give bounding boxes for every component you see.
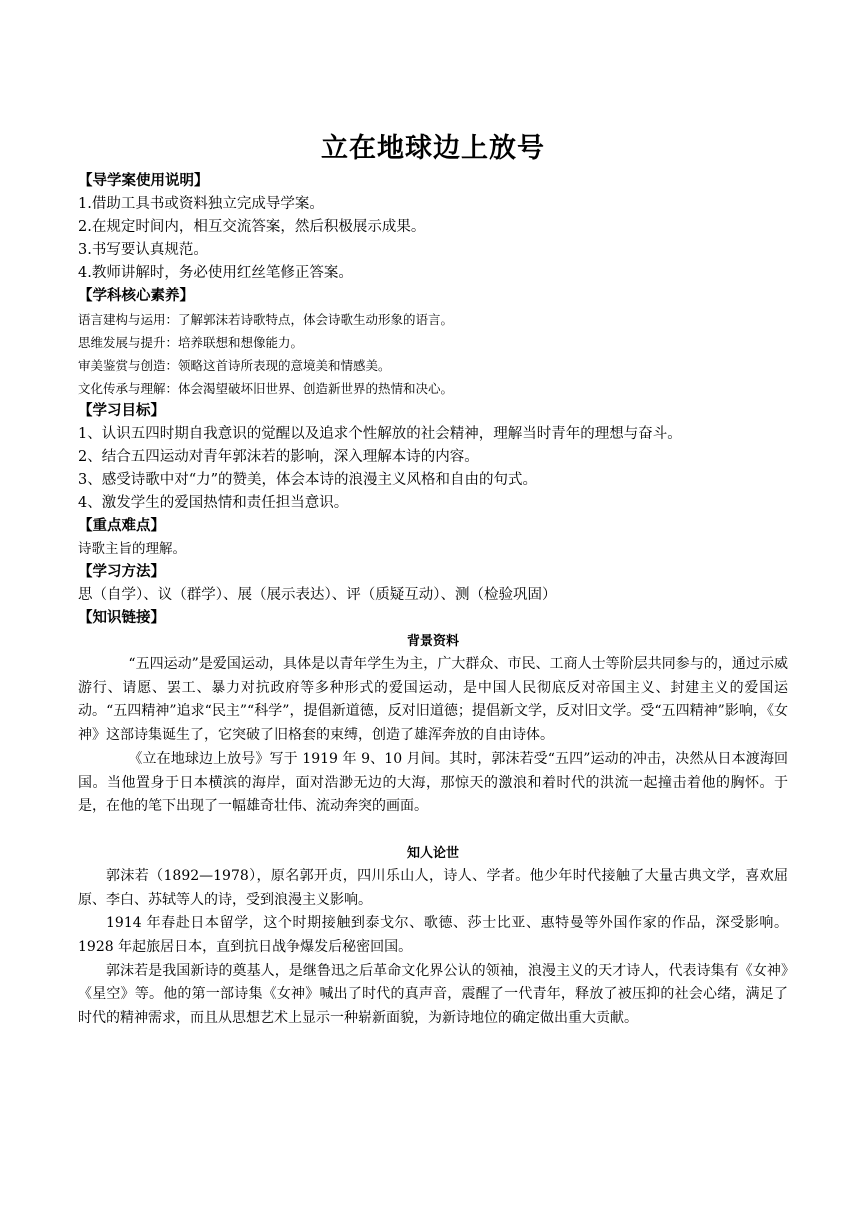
author-paragraph: 郭沫若是我国新诗的奠基人，是继鲁迅之后革命文化界公认的领袖，浪漫主义的天才诗人，代表诗集有《女神》《星空》等。他的第一部诗集《女神》喊出了时代的真声音，震醒了一代青年，释放了被压抑的社会心绪，满足了时代的精神需求，而且从思想艺术上显示一种崭新面貌，为新诗地位的确定做出重大贡献。 xyxy=(78,962,788,1027)
worksheet-page xyxy=(78,128,788,1031)
author-paragraph: 1914 年春赴日本留学，这个时期接触到泰戈尔、歌德、莎士比亚、惠特曼等外国作家的作品，深受影响。1928 年起旅居日本，直到抗日战争爆发后秘密回国。 xyxy=(78,915,788,956)
goal-item: 4、激发学生的爱国热情和责任担当意识。 xyxy=(78,495,349,511)
knowledge-heading: 【知识链接】 xyxy=(78,610,165,626)
usage-item: 4.教师讲解时，务必使用红丝笔修正答案。 xyxy=(78,265,353,281)
goal-item: 1、认识五四时期自我意识的觉醒以及追求个性解放的社会精神，理解当时青年的理想与奋斗。 xyxy=(78,426,682,442)
background-paragraph: 《立在地球边上放号》写于 1919 年 9、10 月间。其时，郭沫若受“五四”运动的冲击，决然从日本渡海回国。当他置身于日本横滨的海岸，面对浩渺无边的大海，那惊天的激浪和着时代的洪流一起撞击着他的胸怀。于是，在他的笔下出现了一幅雄奇壮伟、流动奔突的画面。 xyxy=(78,750,788,815)
literacy-item: 思维发展与提升：培养联想和想像能力。 xyxy=(78,335,304,350)
usage-item: 1.借助工具书或资料独立完成导学案。 xyxy=(78,196,324,212)
usage-heading: 【导学案使用说明】 xyxy=(78,173,209,189)
literacy-item: 语言建构与运用：了解郭沫若诗歌特点，体会诗歌生动形象的语言。 xyxy=(78,312,454,327)
literacy-heading: 【学科核心素养】 xyxy=(78,288,194,304)
keypoints-text: 诗歌主旨的理解。 xyxy=(78,541,186,557)
methods-heading: 【学习方法】 xyxy=(78,564,165,580)
background-title: 背景资料 xyxy=(406,634,459,649)
literacy-item: 文化传承与理解：体会渴望破坏旧世界、创造新世界的热情和决心。 xyxy=(78,381,454,396)
keypoints-heading: 【重点难点】 xyxy=(78,518,165,534)
goals-heading: 【学习目标】 xyxy=(78,403,165,419)
author-paragraph: 郭沫若（1892—1978），原名郭开贞，四川乐山人，诗人、学者。他少年时代接触了大量古典文学，喜欢屈原、李白、苏轼等人的诗，受到浪漫主义影响。 xyxy=(78,867,788,908)
methods-text: 思（自学）、议（群学）、展（展示表达）、评（质疑互动）、测（检验巩固） xyxy=(78,587,557,603)
literacy-item: 审美鉴赏与创造：领略这首诗所表现的意境美和情感美。 xyxy=(78,358,391,373)
author-title: 知人论世 xyxy=(406,845,459,861)
goal-item: 3、感受诗歌中对“力”的赞美，体会本诗的浪漫主义风格和自由的句式。 xyxy=(78,472,538,488)
usage-item: 3.书写要认真规范。 xyxy=(78,242,208,258)
usage-item: 2.在规定时间内，相互交流答案，然后积极展示成果。 xyxy=(78,219,426,235)
page-title: 立在地球边上放号 xyxy=(321,133,545,164)
goal-item: 2、结合五四运动对青年郭沫若的影响，深入理解本诗的内容。 xyxy=(78,449,479,465)
section-spacer xyxy=(78,819,788,842)
background-paragraph: “五四运动”是爱国运动，具体是以青年学生为主，广大群众、市民、工商人士等阶层共同参与的，通过示威游行、请愿、罢工、暴力对抗政府等多种形式的爱国运动，是中国人民彻底反对帝国主义、封建主义的爱国运动。“五四精神”追求“民主”“科学”，提倡新道德，反对旧道德；提倡新文学，反对旧文学。受“五四精神”影响，《女神》这部诗集诞生了，它突破了旧格套的束缚，创造了雄浑奔放的自由诗体。 xyxy=(78,656,788,744)
